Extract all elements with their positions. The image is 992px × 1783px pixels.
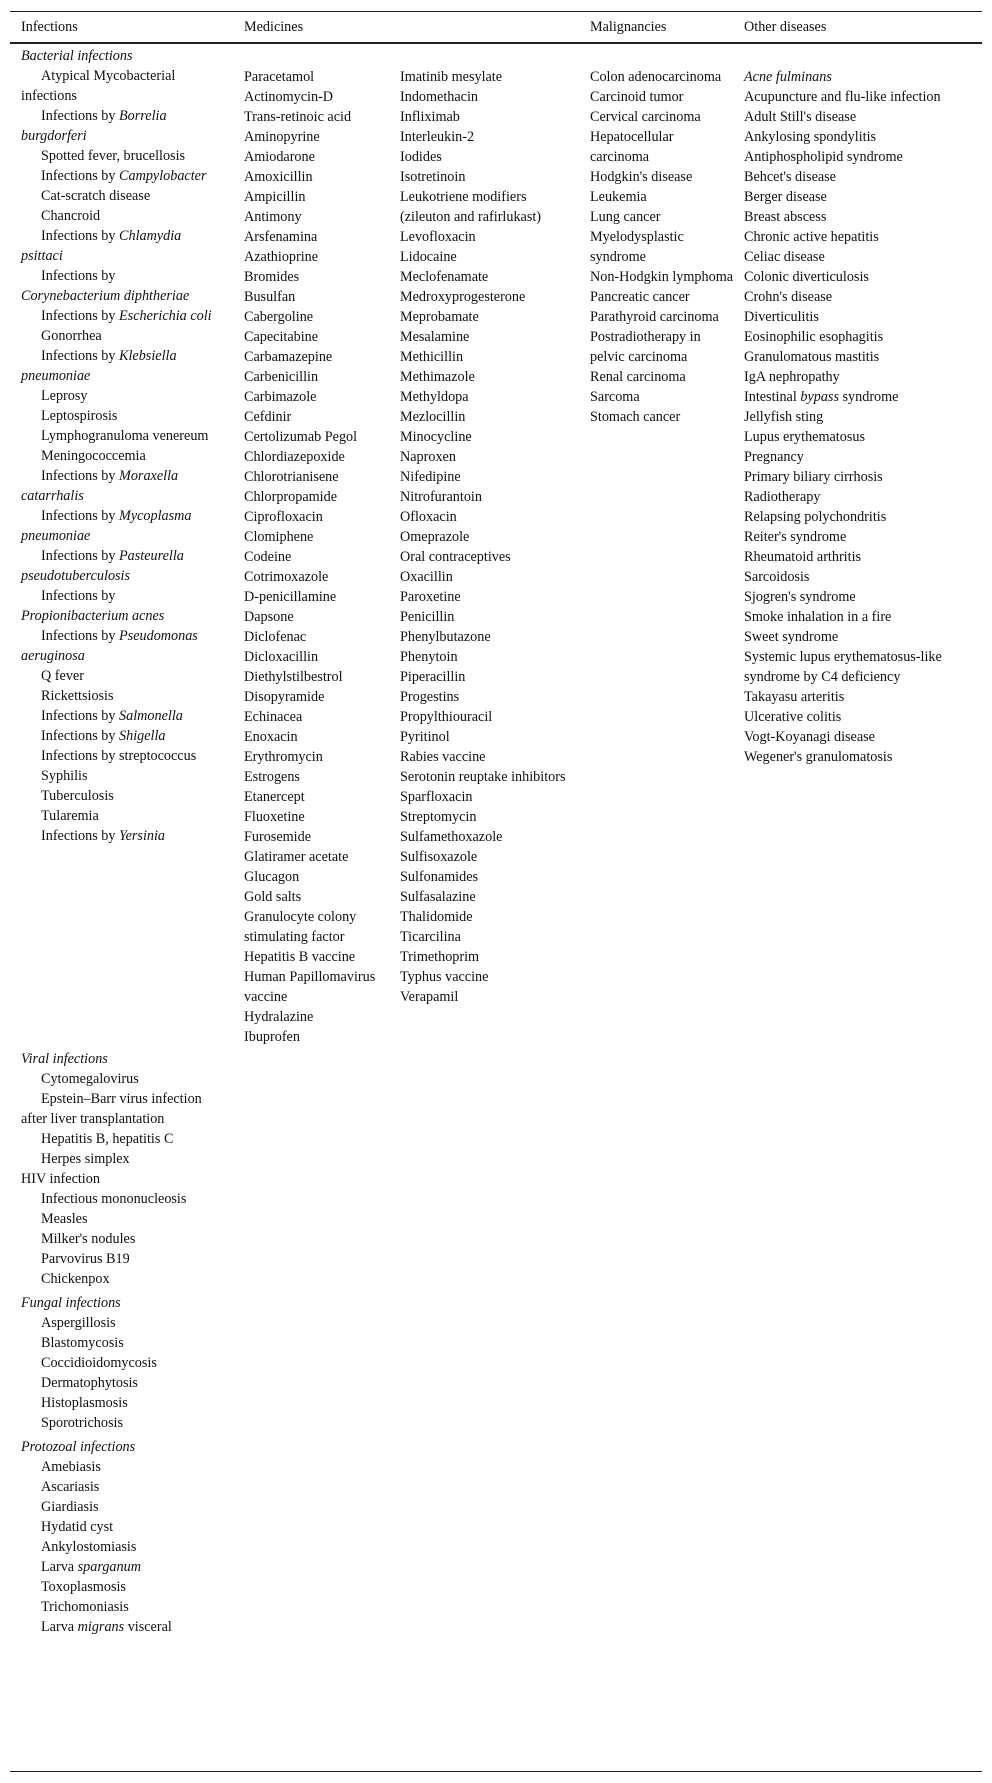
medicine-item: Propylthiouracil xyxy=(400,709,493,725)
medicine-item: Disopyramide xyxy=(244,689,325,705)
other-disease-item: Relapsing polychondritis xyxy=(744,509,887,525)
medicine-item: Hepatitis B vaccine xyxy=(244,949,356,965)
medicine-item: Interleukin-2 xyxy=(400,129,475,145)
other-disease-item: Sarcoidosis xyxy=(744,569,810,585)
other-disease-item: Smoke inhalation in a fire xyxy=(744,609,892,625)
text-span: visceral xyxy=(124,1619,172,1635)
infection-category-heading: Protozoal infections xyxy=(21,1439,136,1455)
medicine-item: Meclofenamate xyxy=(400,269,489,285)
medicine-item: Capecitabine xyxy=(244,329,319,345)
text-span: Infections by xyxy=(41,508,120,524)
medicine-item: Levofloxacin xyxy=(400,229,476,245)
medicine-item: Streptomycin xyxy=(400,809,477,825)
malignancy-item: Sarcoma xyxy=(590,389,640,405)
infection-item xyxy=(21,1557,213,1577)
other-disease-item: Crohn's disease xyxy=(744,289,833,305)
medicine-item: Chlordiazepoxide xyxy=(244,449,345,465)
italic-term: Klebsiella pneumoniae xyxy=(21,348,177,384)
other-disease-item: Systemic lupus erythematosus-like syndrome by C4 deficiency xyxy=(744,649,942,685)
medicine-item: Rabies vaccine xyxy=(400,749,486,765)
infection-item: Coccidioidomycosis xyxy=(41,1355,157,1371)
infection-item: Leprosy xyxy=(41,388,88,404)
text-span: Infections by xyxy=(41,728,120,744)
infection-item: Hepatitis B, hepatitis C xyxy=(41,1131,174,1147)
malignancy-item: Cervical carcinoma xyxy=(590,109,701,125)
bottom-rule xyxy=(10,1771,982,1772)
text-span: Intestinal xyxy=(744,389,801,405)
top-rule xyxy=(10,11,982,12)
medicine-item: Aminopyrine xyxy=(244,129,320,145)
text-span: Infections by xyxy=(41,308,120,324)
infection-item: Infectious mononucleosis xyxy=(41,1191,187,1207)
infection-item: Infections by streptococcus xyxy=(41,748,197,764)
text-span: Infections by xyxy=(41,828,120,844)
medicine-item: Phenytoin xyxy=(400,649,458,665)
infection-item: Meningococcemia xyxy=(41,448,146,464)
medicine-item: Paroxetine xyxy=(400,589,461,605)
other-disease-item: Diverticulitis xyxy=(744,309,819,325)
other-disease-item xyxy=(744,387,954,407)
other-disease-item: Jellyfish sting xyxy=(744,409,824,425)
medicine-item: Diethylstilbestrol xyxy=(244,669,343,685)
other-disease-item: Radiotherapy xyxy=(744,489,821,505)
medicine-item: Indomethacin xyxy=(400,89,479,105)
medicine-item: Sulfamethoxazole xyxy=(400,829,503,845)
infection-item xyxy=(21,726,213,746)
medicine-item: Ticarcilina xyxy=(400,929,461,945)
medicine-item: Arsfenamina xyxy=(244,229,318,245)
medicine-item: Typhus vaccine xyxy=(400,969,489,985)
infection-item xyxy=(21,106,213,146)
other-disease-item: Celiac disease xyxy=(744,249,825,265)
medicine-item: Oxacillin xyxy=(400,569,453,585)
infection-item xyxy=(21,266,213,306)
other-disease-item: Primary biliary cirrhosis xyxy=(744,469,883,485)
text-span: Infections by xyxy=(41,588,116,604)
medicine-item: Sulfasalazine xyxy=(400,889,476,905)
medicine-item: Methyldopa xyxy=(400,389,469,405)
medicine-item: Carbamazepine xyxy=(244,349,333,365)
italic-term: Pasteurella pseudotuberculosis xyxy=(21,548,184,584)
infection-item: Gonorrhea xyxy=(41,328,102,344)
infection-item: Histoplasmosis xyxy=(41,1395,128,1411)
infection-item: Leptospirosis xyxy=(41,408,118,424)
medicine-item: Progestins xyxy=(400,689,460,705)
other-disease-item: Sweet syndrome xyxy=(744,629,839,645)
infection-item: Sporotrichosis xyxy=(41,1415,123,1431)
infection-item: Rickettsiosis xyxy=(41,688,114,704)
medicine-item: Codeine xyxy=(244,549,292,565)
infection-item: Lymphogranuloma venereum xyxy=(41,428,209,444)
medicine-item: Cotrimoxazole xyxy=(244,569,329,585)
malignancies-column xyxy=(590,67,735,427)
medicines-column-2 xyxy=(400,67,575,1007)
infection-item: Milker's nodules xyxy=(41,1231,136,1247)
infection-item: HIV infection xyxy=(21,1171,100,1187)
text-span: Infections by xyxy=(41,268,116,284)
medicine-item: Medroxyprogesterone xyxy=(400,289,526,305)
medicine-item: Meprobamate xyxy=(400,309,479,325)
medicine-item: Imatinib mesylate xyxy=(400,69,503,85)
medicine-item: Busulfan xyxy=(244,289,296,305)
infection-item: Tuberculosis xyxy=(41,788,114,804)
medicine-item: Naproxen xyxy=(400,449,456,465)
other-disease-item: Wegener's granulomatosis xyxy=(744,749,893,765)
medicine-item: Glatiramer acetate xyxy=(244,849,349,865)
infection-category-heading: Bacterial infections xyxy=(21,48,133,64)
medicine-item: Mezlocillin xyxy=(400,409,466,425)
medicine-item: Certolizumab Pegol xyxy=(244,429,358,445)
medicine-item: Serotonin reuptake inhibitors xyxy=(400,769,566,785)
header-infections: Infections xyxy=(21,19,78,35)
medicine-item: Mesalamine xyxy=(400,329,470,345)
malignancy-item: Hepatocellular carcinoma xyxy=(590,129,674,165)
infection-item xyxy=(21,1617,213,1637)
medicine-item: Clomiphene xyxy=(244,529,314,545)
medicine-item: Enoxacin xyxy=(244,729,298,745)
infections-column xyxy=(21,46,213,1637)
italic-term: sparganum xyxy=(77,1559,141,1575)
medicine-item: Phenylbutazone xyxy=(400,629,491,645)
italic-term: Mycoplasma pneumoniae xyxy=(21,508,192,544)
medicine-item: Thalidomide xyxy=(400,909,473,925)
medicine-item: Fluoxetine xyxy=(244,809,305,825)
other-disease-item: Granulomatous mastitis xyxy=(744,349,880,365)
other-disease-item: Behcet's disease xyxy=(744,169,836,185)
other-disease-item: Vogt-Koyanagi disease xyxy=(744,729,875,745)
medicine-item: Sparfloxacin xyxy=(400,789,473,805)
medicine-item: Gold salts xyxy=(244,889,302,905)
infection-item xyxy=(21,506,213,546)
text-span: Infections by xyxy=(41,228,120,244)
medicine-item: Cabergoline xyxy=(244,309,314,325)
infection-item xyxy=(21,826,213,846)
infection-item: Aspergillosis xyxy=(41,1315,116,1331)
medicine-item: Dapsone xyxy=(244,609,294,625)
medicine-item: Paracetamol xyxy=(244,69,315,85)
italic-term: Escherichia coli xyxy=(119,308,212,324)
medicine-item: Methimazole xyxy=(400,369,475,385)
medicine-item: Penicillin xyxy=(400,609,455,625)
italic-term: Shigella xyxy=(119,728,166,744)
other-disease-item: Ulcerative colitis xyxy=(744,709,842,725)
infection-item: Cytomegalovirus xyxy=(41,1071,139,1087)
text-span: Infections by xyxy=(41,628,120,644)
medicine-item: Ibuprofen xyxy=(244,1029,300,1045)
infection-item: Amebiasis xyxy=(41,1459,101,1475)
italic-term: migrans xyxy=(77,1619,125,1635)
text-span: Larva xyxy=(41,1619,78,1635)
infection-item: Cat-scratch disease xyxy=(41,188,151,204)
italic-term: Borrelia burgdorferi xyxy=(21,108,167,144)
infection-item: Syphilis xyxy=(41,768,88,784)
medicine-item: Hydralazine xyxy=(244,1009,314,1025)
malignancy-item: Leukemia xyxy=(590,189,647,205)
infection-item: Giardiasis xyxy=(41,1499,99,1515)
malignancy-item: Carcinoid tumor xyxy=(590,89,684,105)
other-disease-item: Takayasu arteritis xyxy=(744,689,845,705)
malignancy-item: Postradiotherapy in pelvic carcinoma xyxy=(590,329,701,365)
medicine-item: Trimethoprim xyxy=(400,949,480,965)
text-span: Infections by xyxy=(41,468,120,484)
medicine-item: Omeprazole xyxy=(400,529,470,545)
medicine-item: Ampicillin xyxy=(244,189,306,205)
medicine-item: Human Papillomavirus vaccine xyxy=(244,969,376,1005)
medicine-item: Methicillin xyxy=(400,349,464,365)
medicine-item: Amiodarone xyxy=(244,149,315,165)
malignancy-item: Parathyroid carcinoma xyxy=(590,309,719,325)
infection-item: Epstein–Barr virus infection after liver transplantation xyxy=(21,1091,202,1127)
medicine-item: Ofloxacin xyxy=(400,509,457,525)
infection-item: Ascariasis xyxy=(41,1479,100,1495)
infection-item: Toxoplasmosis xyxy=(41,1579,126,1595)
infection-item xyxy=(21,226,213,266)
medicine-item: Echinacea xyxy=(244,709,303,725)
other-disease-item: Ankylosing spondylitis xyxy=(744,129,877,145)
italic-term: Campylobacter xyxy=(119,168,207,184)
medicine-item: Actinomycin-D xyxy=(244,89,334,105)
infection-item: Blastomycosis xyxy=(41,1335,124,1351)
medicine-item: Etanercept xyxy=(244,789,305,805)
infection-item: Chancroid xyxy=(41,208,101,224)
infection-item: Herpes simplex xyxy=(41,1151,130,1167)
medicine-item: Amoxicillin xyxy=(244,169,313,185)
infection-item: Tularemia xyxy=(41,808,99,824)
infection-item: Dermatophytosis xyxy=(41,1375,138,1391)
medicine-item: Nitrofurantoin xyxy=(400,489,482,505)
infection-item xyxy=(21,346,213,386)
medicine-item: Ciprofloxacin xyxy=(244,509,323,525)
infection-item: Parvovirus B19 xyxy=(41,1251,130,1267)
infection-item: Chickenpox xyxy=(41,1271,110,1287)
other-disease-item: Pregnancy xyxy=(744,449,804,465)
header-medicines: Medicines xyxy=(244,19,304,35)
header-rule xyxy=(10,42,982,44)
other-disease-item: Reiter's syndrome xyxy=(744,529,847,545)
medicine-item: Pyritinol xyxy=(400,729,450,745)
medicine-item: Minocycline xyxy=(400,429,472,445)
medicine-item: Oral contraceptives xyxy=(400,549,511,565)
italic-term: Acne fulminans xyxy=(744,69,832,85)
other-disease-item: Antiphospholipid syndrome xyxy=(744,149,903,165)
medicine-item: Piperacillin xyxy=(400,669,466,685)
medicine-item: Sulfisoxazole xyxy=(400,849,478,865)
medicine-item: Bromides xyxy=(244,269,300,285)
italic-term: Moraxella catarrhalis xyxy=(21,468,179,504)
italic-term: Propionibacterium acnes xyxy=(21,608,165,624)
malignancy-item: Myelodysplastic syndrome xyxy=(590,229,684,265)
other-disease-item: Berger disease xyxy=(744,189,827,205)
malignancy-item: Non-Hodgkin lymphoma xyxy=(590,269,734,285)
other-disease-item: Acupuncture and flu-like infection xyxy=(744,89,941,105)
italic-term: Yersinia xyxy=(119,828,166,844)
medicines-column-1 xyxy=(244,67,394,1047)
text-span: Infections by xyxy=(41,348,120,364)
other-disease-item: Eosinophilic esophagitis xyxy=(744,329,884,345)
infection-item: Measles xyxy=(41,1211,88,1227)
medicine-item: Dicloxacillin xyxy=(244,649,319,665)
text-span: Infections by xyxy=(41,168,120,184)
italic-term: bypass xyxy=(800,389,839,405)
italic-term: Corynebacterium diphtheriae xyxy=(21,288,190,304)
infection-item xyxy=(21,546,213,586)
medicine-item: D-penicillamine xyxy=(244,589,337,605)
other-disease-item: Chronic active hepatitis xyxy=(744,229,879,245)
text-span: Infections by xyxy=(41,708,120,724)
medicine-item: Iodides xyxy=(400,149,442,165)
infection-item xyxy=(21,306,213,326)
medicine-item: Furosemide xyxy=(244,829,311,845)
medicine-item: Trans-retinoic acid xyxy=(244,109,352,125)
medicine-item: Erythromycin xyxy=(244,749,323,765)
text-span: Infections by xyxy=(41,108,120,124)
infection-item xyxy=(21,706,213,726)
infection-item: Atypical Mycobacterial infections xyxy=(21,68,176,104)
medicine-item: Isotretinoin xyxy=(400,169,466,185)
medicine-item: Verapamil xyxy=(400,989,459,1005)
medicine-item: Granulocyte colony stimulating factor xyxy=(244,909,357,945)
medicine-item: Carbenicillin xyxy=(244,369,319,385)
medicine-item: Sulfonamides xyxy=(400,869,479,885)
infection-item xyxy=(21,626,213,666)
other-disease-item: Rheumatoid arthritis xyxy=(744,549,862,565)
medicine-item: Glucagon xyxy=(244,869,300,885)
infection-item: Ankylostomiasis xyxy=(41,1539,137,1555)
other-disease-item: Lupus erythematosus xyxy=(744,429,865,445)
header-malignancies: Malignancies xyxy=(590,19,667,35)
malignancy-item: Hodgkin's disease xyxy=(590,169,693,185)
italic-term: Pseudomonas aeruginosa xyxy=(21,628,198,664)
malignancy-item: Lung cancer xyxy=(590,209,661,225)
other-disease-item: Sjogren's syndrome xyxy=(744,589,856,605)
malignancy-item: Pancreatic cancer xyxy=(590,289,690,305)
other-disease-item xyxy=(744,67,954,87)
medicine-item: Azathioprine xyxy=(244,249,319,265)
text-span: Infections by xyxy=(41,548,120,564)
medicine-item: Nifedipine xyxy=(400,469,461,485)
other-disease-item: Colonic diverticulosis xyxy=(744,269,869,285)
infection-item xyxy=(21,586,213,626)
medicine-item: Lidocaine xyxy=(400,249,457,265)
other-disease-item: Breast abscess xyxy=(744,209,827,225)
medicine-item: Leukotriene modifiers (zileuton and rafirlukast) xyxy=(400,189,542,225)
infection-category-heading: Fungal infections xyxy=(21,1295,121,1311)
italic-term: Chlamydia psittaci xyxy=(21,228,182,264)
medicine-item: Carbimazole xyxy=(244,389,317,405)
malignancy-item: Renal carcinoma xyxy=(590,369,686,385)
infection-category-heading: Viral infections xyxy=(21,1051,108,1067)
medicine-item: Estrogens xyxy=(244,769,300,785)
infection-item xyxy=(21,166,213,186)
italic-term: Salmonella xyxy=(119,708,183,724)
other-diseases-column xyxy=(744,67,954,767)
text-span: Larva xyxy=(41,1559,78,1575)
medicine-item: Cefdinir xyxy=(244,409,292,425)
malignancy-item: Stomach cancer xyxy=(590,409,681,425)
infection-item: Trichomoniasis xyxy=(41,1599,129,1615)
infection-item xyxy=(21,466,213,506)
medicine-item: Infliximab xyxy=(400,109,460,125)
medicine-item: Diclofenac xyxy=(244,629,307,645)
medicine-item: Antimony xyxy=(244,209,302,225)
header-other-diseases: Other diseases xyxy=(744,19,827,35)
medicine-item: Chlorotrianisene xyxy=(244,469,339,485)
other-disease-item: Adult Still's disease xyxy=(744,109,857,125)
infection-item: Hydatid cyst xyxy=(41,1519,114,1535)
text-span: syndrome xyxy=(838,389,899,405)
infection-item: Q fever xyxy=(41,668,84,684)
malignancy-item: Colon adenocarcinoma xyxy=(590,69,722,85)
infection-item: Spotted fever, brucellosis xyxy=(41,148,186,164)
other-disease-item: IgA nephropathy xyxy=(744,369,840,385)
medicine-item: Chlorpropamide xyxy=(244,489,337,505)
